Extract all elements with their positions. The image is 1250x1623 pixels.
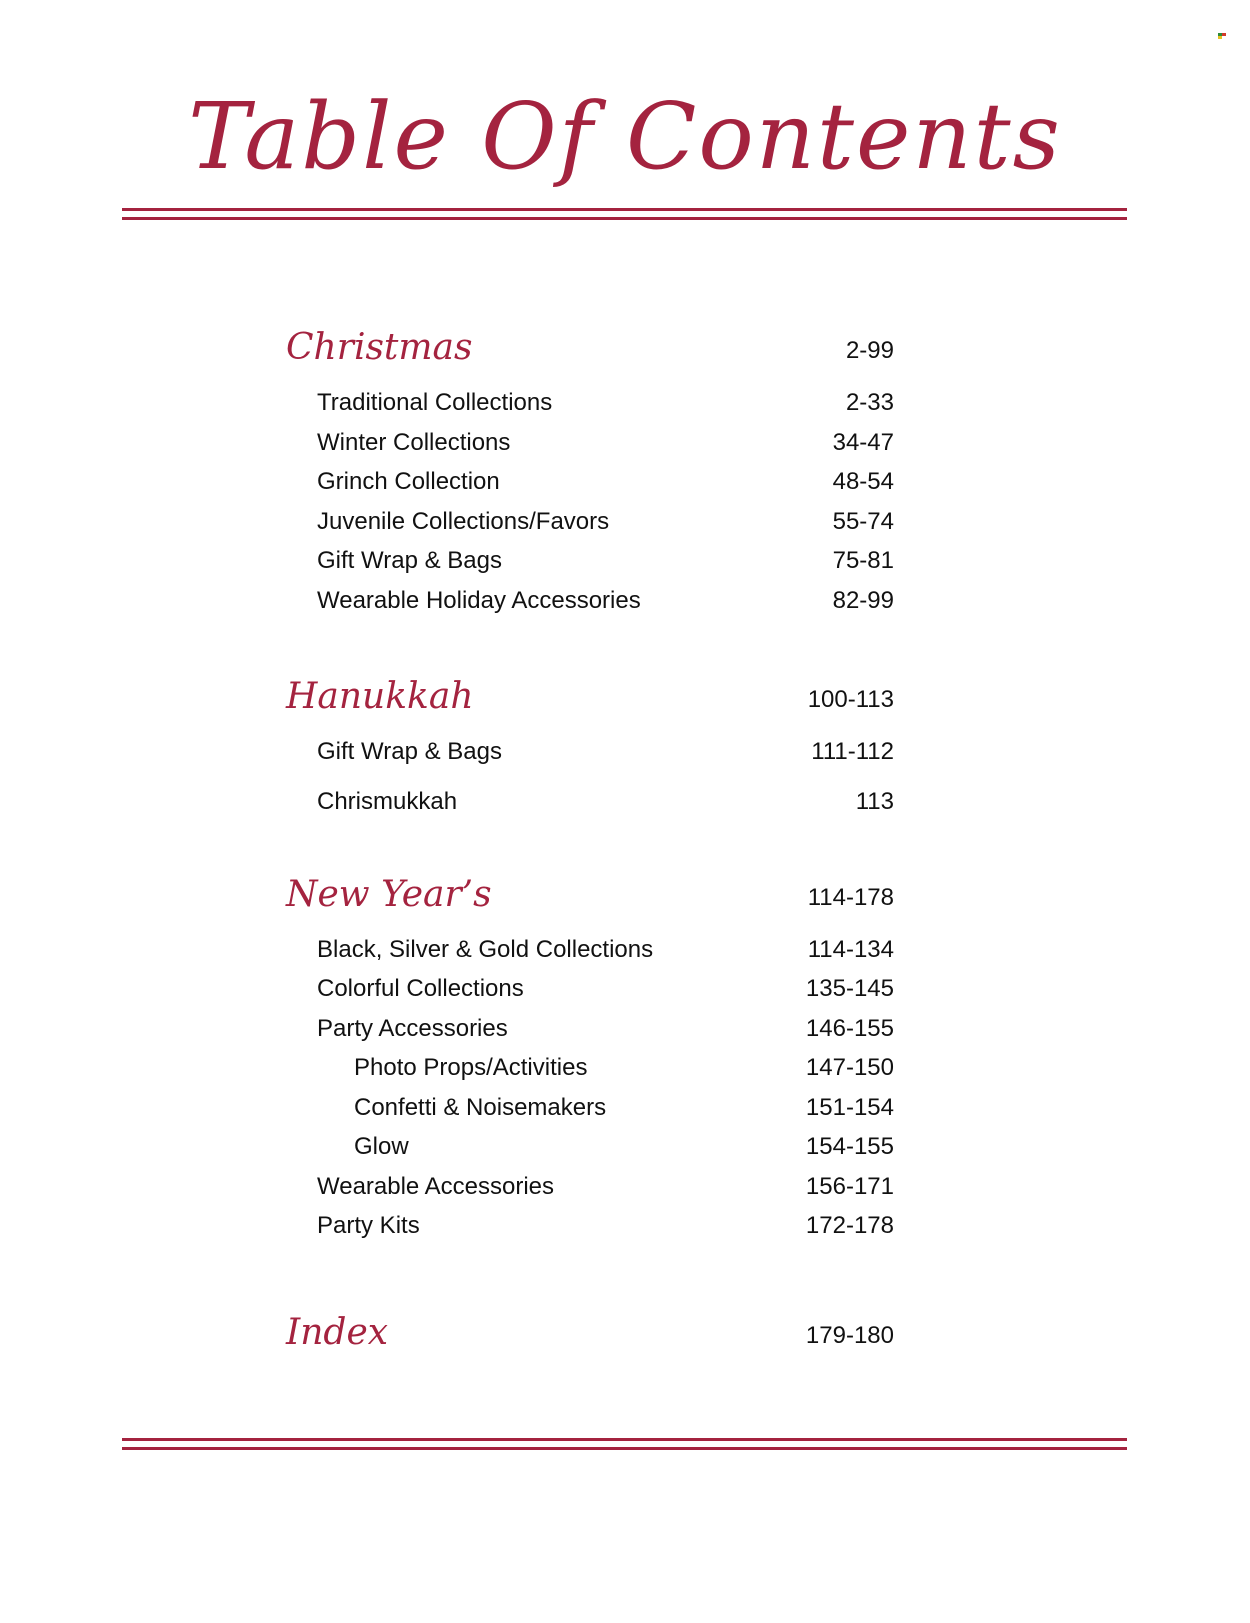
toc-entry-gift-wrap-bags[interactable]	[286, 729, 894, 779]
entry-label: Black, Silver & Gold Collections	[317, 935, 654, 963]
section-pages: 179-180	[805, 1321, 894, 1349]
section-new-years	[286, 867, 894, 1243]
section-name: Christmas	[286, 327, 473, 368]
entry-pages: 2-33	[845, 389, 894, 416]
toc-entry-chrismukkah[interactable]	[286, 779, 894, 819]
toc-entry-traditional-collections[interactable]	[286, 380, 894, 420]
toc-entry-juvenile-collections[interactable]	[286, 499, 894, 539]
entry-pages: 154-155	[805, 1133, 894, 1160]
toc-entry-grinch-collection[interactable]	[286, 459, 894, 499]
entry-label: Juvenile Collections/Favors	[317, 507, 610, 535]
table-of-contents	[286, 320, 894, 1365]
entry-label: Chrismukkah	[317, 788, 458, 815]
entry-label: Wearable Accessories	[317, 1172, 554, 1200]
entry-pages: 146-155	[805, 1014, 894, 1042]
entry-label: Party Kits	[317, 1212, 420, 1239]
top-rule-lower	[122, 217, 1127, 220]
bottom-rule-lower	[122, 1447, 1127, 1450]
section-spacer	[286, 1243, 894, 1305]
section-index	[286, 1305, 894, 1365]
corner-mark-red	[1222, 33, 1226, 36]
entry-pages: 111-112	[811, 738, 894, 765]
toc-entry-black-silver-gold[interactable]	[286, 927, 894, 967]
entry-label: Wearable Holiday Accessories	[317, 586, 641, 614]
section-christmas	[286, 320, 894, 617]
entry-pages: 48-54	[832, 468, 894, 495]
section-spacer	[286, 617, 894, 669]
corner-color-mark	[1218, 33, 1226, 39]
entry-pages: 172-178	[805, 1212, 894, 1239]
entry-pages: 75-81	[832, 547, 894, 574]
section-heading[interactable]	[286, 1305, 894, 1365]
section-heading[interactable]	[286, 669, 894, 729]
toc-entry-colorful-collections[interactable]	[286, 966, 894, 1006]
toc-entry-confetti-noisemakers[interactable]	[286, 1085, 894, 1125]
toc-entry-photo-props[interactable]	[286, 1045, 894, 1085]
entry-label: Party Accessories	[317, 1014, 508, 1042]
section-pages: 2-99	[845, 337, 894, 364]
entry-label: Gift Wrap & Bags	[317, 738, 502, 765]
section-pages: 100-113	[807, 686, 894, 713]
entry-label: Photo Props/Activities	[354, 1054, 588, 1081]
entry-pages: 156-171	[805, 1172, 894, 1200]
section-pages: 114-178	[807, 883, 894, 911]
entry-pages: 55-74	[832, 507, 894, 535]
toc-entry-winter-collections[interactable]	[286, 420, 894, 460]
section-name: New Year’s	[286, 873, 492, 915]
toc-entry-gift-wrap-bags[interactable]	[286, 538, 894, 578]
corner-mark-yellow	[1218, 36, 1222, 39]
entry-pages: 82-99	[832, 586, 894, 614]
bottom-rule-upper	[122, 1438, 1127, 1441]
entry-pages: 135-145	[805, 975, 894, 1002]
toc-entry-wearable-holiday-accessories[interactable]	[286, 578, 894, 618]
entry-label: Gift Wrap & Bags	[317, 547, 502, 574]
section-hanukkah	[286, 669, 894, 819]
entry-label: Confetti & Noisemakers	[354, 1093, 607, 1121]
section-spacer	[286, 819, 894, 867]
toc-entry-party-accessories[interactable]	[286, 1006, 894, 1046]
entry-pages: 34-47	[832, 428, 894, 456]
entry-label: Winter Collections	[317, 428, 511, 456]
entry-label: Glow	[354, 1133, 409, 1160]
section-heading[interactable]	[286, 867, 894, 927]
page-title: Table Of Contents	[188, 83, 1062, 190]
toc-entry-glow[interactable]	[286, 1124, 894, 1164]
section-name: Index	[286, 1311, 389, 1353]
entry-pages: 113	[855, 788, 894, 815]
entry-label: Grinch Collection	[317, 468, 500, 495]
entry-label: Colorful Collections	[317, 975, 524, 1002]
top-rule-upper	[122, 208, 1127, 211]
section-name: Hanukkah	[286, 676, 474, 717]
entry-pages: 147-150	[805, 1054, 894, 1081]
toc-entry-wearable-accessories[interactable]	[286, 1164, 894, 1204]
entry-label: Traditional Collections	[317, 389, 553, 416]
entry-pages: 151-154	[805, 1093, 894, 1121]
toc-entry-party-kits[interactable]	[286, 1203, 894, 1243]
entry-pages: 114-134	[807, 935, 894, 963]
section-heading[interactable]	[286, 320, 894, 380]
